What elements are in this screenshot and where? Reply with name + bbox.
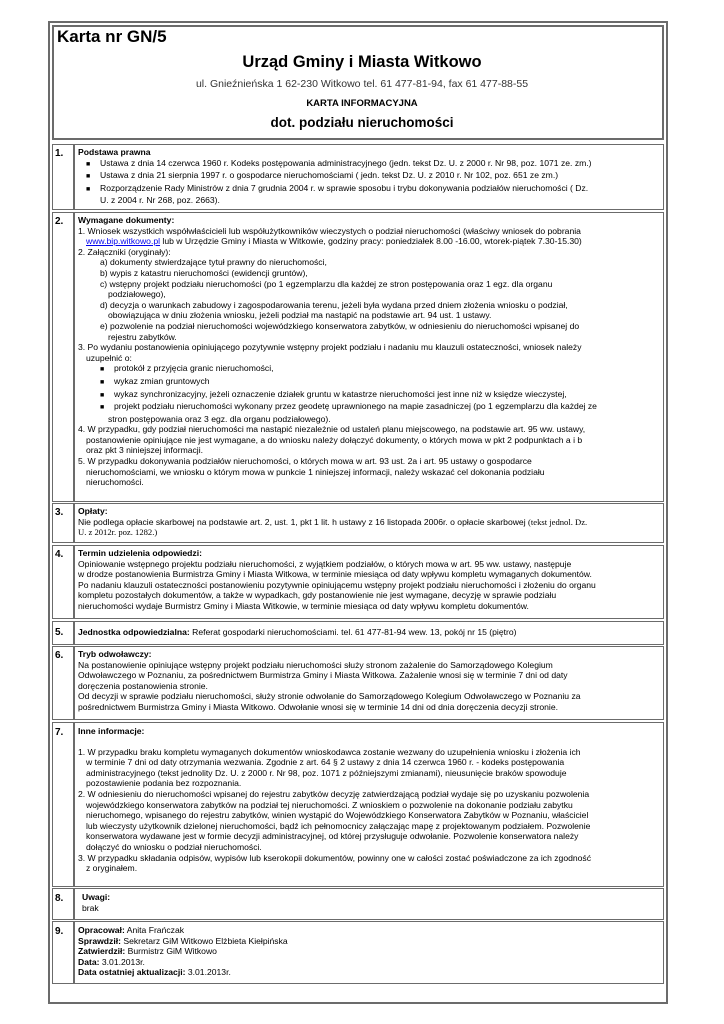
bullet-icon: ■: [100, 404, 105, 412]
list-item-continued: obowiązująca w dniu złożenia wniosku, jeżeli podział ma nastąpić na podstawie art. 94 ust. 1 ustawy.: [108, 310, 492, 321]
paragraph-line: w drodze postanowienia Burmistrza Gminy i Miasta Witkowa, w terminie miesiąca od daty wpływu kompletu wymaganych dokumentów.: [78, 569, 592, 580]
approver-row: Zatwierdził: Burmistrz GiM Witkowo: [78, 946, 217, 957]
section-2-number-box: [52, 212, 74, 502]
paragraph-line: Nie podlega opłacie skarbowej na podstawie art. 2, ust. 1, pkt 1 lit. h ustawy z 16 listopada 2006r. o opłacie skarbowej (tekst jednol. Dz.: [78, 516, 588, 527]
paragraph-line: 1. Wniosek wszystkich współwłaścicieli lub współużytkowników wieczystych o podział nieruchomości (właściwy wniosek do pobrania: [78, 225, 581, 236]
section-7-content: [78, 726, 666, 874]
section-5-content: [78, 627, 666, 638]
bullet-icon: ■: [100, 366, 105, 374]
section-6-title: Tryb odwoławczy:: [78, 649, 152, 659]
paragraph-line: dołączyć do wniosku o podział nieruchomości.: [86, 841, 262, 852]
bullet-icon: ■: [86, 173, 91, 181]
bullet-icon: ■: [86, 160, 91, 168]
date-row: Data: 3.01.2013r.: [78, 956, 145, 967]
list-item-continued: podziałowego),: [108, 289, 166, 300]
bip-link[interactable]: www.bip.witkowo.pl: [86, 236, 161, 247]
list-item: ■ protokół z przyjęcia granic nieruchomości,: [78, 363, 666, 376]
list-item: ■ wykaz synchronizacyjny, jeżeli oznaczenie działek gruntu w katastrze nieruchomości jest inne niż w księdze wieczystej,: [78, 389, 666, 402]
list-item: a) dokumenty stwierdzające tytuł prawny do nieruchomości,: [100, 257, 327, 268]
paragraph-line: konserwatora wydawane jest w formie decyzji administracyjnej, od której przysługuje odwołanie. Pozwolenie konserwatora należy: [86, 831, 579, 842]
section-3-content: [78, 506, 666, 538]
paragraph-line: lub wieczysty użytkownik dzielonej nieruchomości, bądź ich pełnomocnicy załączając mapę z projektowanym podziałem. Pozwolenie: [86, 820, 591, 831]
section-8-title: Uwagi:: [82, 892, 111, 902]
section-2-number: 2.: [55, 216, 64, 227]
paragraph-line: w terminie 7 dni od daty otrzymania wezwania. Zgodnie z art. 64 § 2 ustawy z dnia 14 czerwca 1960 r. - kodeks postępowania: [86, 757, 565, 768]
section-4-number: 4.: [55, 549, 64, 560]
card-number: Karta nr GN/5: [57, 27, 167, 46]
section-7-title: Inne informacje:: [78, 726, 145, 736]
paragraph-line: Jednostka odpowiedzialna: Referat gospodarki nieruchomościami. tel. 61 477-81-94 wew. 13, pokój nr 15 (piętro): [78, 627, 517, 637]
bullet-icon: ■: [100, 378, 105, 386]
paragraph-line: U. z 2012r. poz. 1282.): [78, 527, 158, 538]
office-address: ul. Gnieźnieńska 1 62-230 Witkowo tel. 61 477-81-94, fax 61 477-88-55: [195, 78, 529, 90]
paragraph-line: Od decyzji w sprawie podziału nieruchomości, służy stronie odwołanie do Samorządowego Kolegium Odwoławczego w Poznaniu za: [78, 691, 581, 702]
paragraph-line: www.bip.witkowo.pl lub w Urzędzie Gminy i Miasta w Witkowie, godziny pracy: poniedziałek 8.00 -16.00, wtorek-piątek 7.30-15.30): [86, 236, 582, 247]
author-row: Opracował: Anita Frańczak: [78, 925, 185, 935]
bullet-icon: ■: [100, 391, 105, 399]
section-6-number: 6.: [55, 650, 64, 661]
list-item-continued: stron postępowania oraz 3 egz. dla organu podziałowego).: [108, 413, 331, 424]
list-item: c) wstępny projekt podziału nieruchomości (po 1 egzemplarzu dla każdej ze stron postępowania oraz 1 egz. dla organu: [100, 278, 553, 289]
section-9-number: 9.: [55, 926, 64, 937]
paragraph-line: nieruchomościami, we wniosku o którym mowa w punkcie 1 niniejszej informacji, należy wskazać cel dokonania podziału: [86, 466, 545, 477]
section-1-title: Podstawa prawna: [78, 147, 151, 157]
office-name: Urząd Gminy i Miasta Witkowo: [242, 53, 482, 71]
section-3-number: 3.: [55, 507, 64, 518]
bullet-icon: ■: [86, 185, 91, 193]
paragraph-line: pozostawienie podania bez rozpoznania.: [86, 778, 242, 789]
list-item-continued: U. z 2004 r. Nr 268, poz. 2663).: [100, 195, 220, 206]
paragraph-line: nieruchomego, wpisanego do rejestru zabytków, winien wystąpić do Wojewódzkiego Konserwatora Zabytków w Poznaniu, właściciel: [86, 810, 589, 821]
paragraph-line: 2. W odniesieniu do nieruchomości wpisanej do rejestru zabytków decyzję zatwierdzającą podział wydaje się po uzyskaniu pozwolenia: [78, 788, 590, 799]
section-4-content: [78, 548, 666, 612]
section-8-number: 8.: [55, 893, 64, 904]
paragraph-line: pośrednictwem Burmistrza Gminy i Miasta Witkowo. Odwołanie wnosi się w terminie 14 dni od dnia doręczenia decyzji stronie.: [78, 701, 559, 712]
list-item: b) wypis z katastru nieruchomości (ewidencji gruntów),: [100, 267, 308, 278]
paragraph-line: Odwoławczego w Poznaniu, za pośrednictwem Burmistrza Gminy i Miasta Witkowa. Zażalenie wnosi się w terminie 7 dni od daty: [78, 670, 568, 681]
section-3-title: Opłaty:: [78, 506, 108, 516]
section-2-content: [78, 215, 666, 488]
section-5-number: 5.: [55, 627, 64, 638]
spacer: [78, 737, 666, 747]
paragraph-line: Po nadaniu klauzuli ostateczności postanowieniu pozytywnie opiniującemu wstępny projekt podziału nieruchomości i złożeniu do organu: [78, 579, 596, 590]
checker-row: Sprawdził: Sekretarz GiM Witkowo Elżbieta Kiełpińska: [78, 935, 288, 946]
section-6-content: [78, 649, 666, 713]
paragraph-line: wojewódzkiego konserwatora zabytków na podział tej nieruchomości. Z wnioskiem o pozwolenie na dokonanie podziału zabytku: [86, 799, 573, 810]
paragraph-line: postanowienie opiniujące nie jest wymagane, a do wniosku należy dołączyć dokumenty, o których mowa w pkt 2 podpunktach a i b: [86, 434, 583, 445]
paragraph-line: nieruchomości wydaje Burmistrz Gminy i Miasta Witkowie, w terminie miesiąca od daty wpływu kompletu dokumentów.: [78, 600, 529, 611]
list-item: e) pozwolenie na podział nieruchomości wojewódzkiego konserwatora zabytków, w odniesieniu do nieruchomości wpisanej do: [100, 320, 580, 331]
paragraph-line: 5. W przypadku dokonywania podziałów nieruchomości, o których mowa w art. 93 ust. 2a i art. 95 ustawy o gospodarce: [78, 456, 532, 467]
paragraph-line: 3. W przypadku składania odpisów, wypisów lub kserokopii dokumentów, powinny one w całości zostać poświadczone za ich zgodność: [78, 852, 592, 863]
paragraph-line: 2. Załączniki (oryginały):: [78, 246, 171, 257]
card-type: KARTA INFORMACYJNA: [306, 98, 418, 109]
paragraph-line: Na postanowienie opiniujące wstępny projekt podziału nieruchomości służy stronom zażalenie do Samorządowego Kolegium: [78, 659, 553, 670]
list-item: d) decyzja o warunkach zabudowy i zagospodarowania terenu, jeżeli była wydana przed dniem złożenia wniosku o podział,: [100, 299, 568, 310]
card-subject: dot. podziału nieruchomości: [270, 115, 454, 130]
paragraph-line: Opiniowanie wstępnego projektu podziału nieruchomości, z wyjątkiem podziałów, o których mowa w art. 95 ww. ustawy, następuje: [78, 558, 572, 569]
section-9-content: [78, 925, 666, 978]
list-item: ■ Ustawa z dnia 14 czerwca 1960 r. Kodeks postępowania administracyjnego (jedn. tekst Dz. U. z 2000 r. Nr 98, poz. 1071 ze. zm.): [78, 158, 666, 171]
list-item: ■ Ustawa z dnia 21 sierpnia 1997 r. o gospodarce nieruchomościami ( jedn. tekst Dz. U. z 2010 r. Nr 102, poz. 651 ze zm.): [78, 170, 666, 183]
paragraph-line: administracyjnego (tekst jednolity Dz. U. z 2000 r. Nr 98, poz. 1071 z późniejszymi zmianami), nieusunięcie braków spowoduje: [86, 767, 567, 778]
section-8-content: [82, 892, 666, 913]
list-item: ■ projekt podziału nieruchomości wykonany przez geodetę uprawnionego na mapie zasadniczej (po 1 egzemplarzu dla każdej ze: [78, 401, 666, 414]
section-7-number-box: [52, 722, 74, 887]
section-1-content: [78, 147, 666, 206]
paragraph-line: 1. W przypadku braku kompletu wymaganych dokumentów wnioskodawca zostanie wezwany do uzupełnienia wniosku i złożenia ich: [78, 746, 581, 757]
paragraph-line: brak: [82, 902, 99, 913]
paragraph-line: 4. W przypadku, gdy podział nieruchomości ma nastąpić niezależnie od ustaleń planu miejscowego, na podstawie art. 95 ww. ustawy,: [78, 424, 586, 435]
list-item: ■ wykaz zmian gruntowych: [78, 376, 666, 389]
paragraph-line: doręczenia postanowienia stronie.: [78, 680, 208, 691]
paragraph-line: kompletu pozostałych dokumentów, a także w wypadkach, gdy postanowienie nie jest wymagane, decyzję w sprawie podziału: [78, 590, 557, 601]
update-date-row: Data ostatniej aktualizacji: 3.01.2013r.: [78, 967, 231, 978]
section-4-title: Termin udzielenia odpowiedzi:: [78, 548, 202, 558]
section-1-number: 1.: [55, 148, 64, 159]
paragraph-line: uzupełnić o:: [86, 352, 132, 363]
paragraph-line: nieruchomości.: [86, 477, 144, 488]
list-item: ■ Rozporządzenie Rady Ministrów z dnia 7 grudnia 2004 r. w sprawie sposobu i trybu dokonywania podziałów nieruchomości ( Dz.: [78, 183, 666, 196]
section-7-number: 7.: [55, 727, 64, 738]
paragraph-line: z oryginałem.: [86, 863, 138, 874]
paragraph-line: 3. Po wydaniu postanowienia opiniującego pozytywnie wstępny projekt podziału i nadaniu mu klauzuli ostateczności, wniosek należy: [78, 342, 582, 353]
list-item-continued: rejestru zabytków.: [108, 331, 177, 342]
section-2-title: Wymagane dokumenty:: [78, 215, 175, 225]
paragraph-line: oraz pkt 3 niniejszej informacji.: [86, 445, 204, 456]
